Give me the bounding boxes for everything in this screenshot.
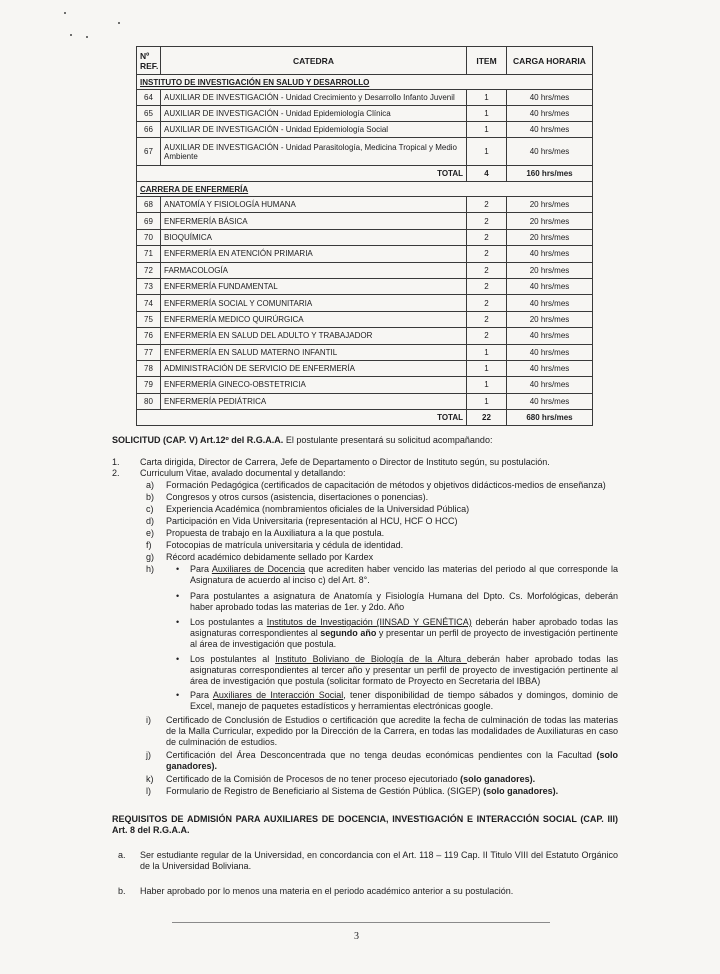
cell-item: 1 <box>467 377 507 393</box>
table-row <box>137 262 593 278</box>
table-row <box>137 360 593 376</box>
solicitud-heading-rest: El postulante presentará su solicitud acompañando: <box>283 435 493 445</box>
cell-ref: 73 <box>137 278 161 294</box>
cell-carga: 40 hrs/mes <box>507 295 593 311</box>
text-span: Los postulantes al <box>190 654 276 664</box>
cell-ref: 70 <box>137 229 161 245</box>
cell-ref: 69 <box>137 213 161 229</box>
cell-carga: 40 hrs/mes <box>507 328 593 344</box>
bullet-item <box>190 564 618 586</box>
list-letter: c) <box>146 504 154 514</box>
table-row <box>137 90 593 106</box>
list-item <box>166 750 618 772</box>
table-row <box>137 246 593 262</box>
text-span: , tener disponibilidad de tiempo sábados y domingos, dominio de Excel, manejo de paquetes estadísticos y herramientas electrónicas google. <box>190 690 618 711</box>
cell-catedra: AUXILIAR DE INVESTIGACIÓN - Unidad Parasitología, Medicina Tropical y Medio Ambiente <box>161 138 467 166</box>
table-row <box>137 278 593 294</box>
text-span: Certificación del Área Desconcentrada que no tenga deudas económicas pendientes con la Facultad <box>166 750 597 760</box>
list-item: Curriculum Vitae, avalado documental y detallando: <box>140 468 346 478</box>
cell-ref: 65 <box>137 106 161 122</box>
cell-item: 1 <box>467 393 507 409</box>
table-header-row <box>137 47 593 75</box>
list-letter: a) <box>146 480 155 490</box>
list-letter: i) <box>146 715 151 725</box>
table-row <box>137 229 593 245</box>
list-item: Ser estudiante regular de la Universidad, en concordancia con el Art. 118 – 119 Cap. II Titulo VIII del Estatuto Orgánico de la Universidad Boliviana. <box>140 850 618 871</box>
section-heading-row <box>137 182 593 197</box>
cell-carga: 40 hrs/mes <box>507 344 593 360</box>
total-label: TOTAL <box>137 410 467 426</box>
cell-ref: 75 <box>137 311 161 327</box>
list-item: Fotocopias de matrícula universitaria y cédula de identidad. <box>166 540 404 550</box>
list-letter: h) <box>146 564 155 574</box>
cell-item: 2 <box>467 262 507 278</box>
section-title-instituto: INSTITUTO DE INVESTIGACIÓN EN SALUD Y DESARROLLO <box>137 75 593 90</box>
table-row <box>137 328 593 344</box>
scan-speck <box>64 12 66 14</box>
bullet-item: Para postulantes a asignatura de Anatomía y Fisiología Humana del Dpto. Cs. Morfológicas, deberán haber aprobado todas las materias de 1er. y 2do. Año <box>190 591 618 612</box>
header-carga-horaria: CARGA HORARIA <box>507 47 593 75</box>
bullet-item <box>190 617 618 649</box>
cell-item: 1 <box>467 138 507 166</box>
cell-catedra: ANATOMÍA Y FISIOLOGÍA HUMANA <box>161 197 467 213</box>
table-row <box>137 377 593 393</box>
cell-carga: 40 hrs/mes <box>507 138 593 166</box>
requisitos-heading: REQUISITOS DE ADMISIÓN PARA AUXILIARES DE DOCENCIA, INVESTIGACIÓN E INTERACCIÓN SOCIAL (CAP. III) Art. 8 del R.G.A.A. <box>112 814 618 835</box>
cell-ref: 66 <box>137 122 161 138</box>
table-row <box>137 213 593 229</box>
bullet-icon: • <box>176 564 180 574</box>
text-span-underline: Instituto Boliviano de Biología de la Altura <box>275 654 467 664</box>
cell-carga: 20 hrs/mes <box>507 262 593 278</box>
list-letter: e) <box>146 528 155 538</box>
total-carga: 160 hrs/mes <box>507 166 593 182</box>
cell-carga: 40 hrs/mes <box>507 122 593 138</box>
cell-catedra: ADMINISTRACIÓN DE SERVICIO DE ENFERMERÍA <box>161 360 467 376</box>
list-letter: b) <box>146 492 155 502</box>
cell-carga: 20 hrs/mes <box>507 229 593 245</box>
cell-catedra: ENFERMERÍA EN ATENCIÓN PRIMARIA <box>161 246 467 262</box>
list-item <box>166 774 535 785</box>
list-item: Récord académico debidamente sellado por Kardex <box>166 552 374 562</box>
bullet-icon: • <box>176 690 180 700</box>
cargas-table <box>136 46 593 426</box>
text-span: Certificado de la Comisión de Procesos de no tener proceso ejecutoriado <box>166 774 461 784</box>
total-item: 22 <box>467 410 507 426</box>
cell-item: 2 <box>467 311 507 327</box>
text-span-underline: Auxiliares de Docencia <box>211 564 306 574</box>
cell-carga: 40 hrs/mes <box>507 377 593 393</box>
bullet-item <box>190 654 618 686</box>
table-row <box>137 344 593 360</box>
cell-catedra: AUXILIAR DE INVESTIGACIÓN - Unidad Crecimiento y Desarrollo Infanto Juvenil <box>161 90 467 106</box>
bullet-item <box>190 690 618 712</box>
table-row <box>137 106 593 122</box>
bullet-icon: • <box>176 591 180 601</box>
list-letter: f) <box>146 540 152 550</box>
cell-ref: 78 <box>137 360 161 376</box>
cell-catedra: ENFERMERÍA PEDIÁTRICA <box>161 393 467 409</box>
cell-carga: 40 hrs/mes <box>507 393 593 409</box>
total-row <box>137 166 593 182</box>
text-span-bold: segundo año <box>320 627 377 638</box>
cell-catedra: ENFERMERÍA FUNDAMENTAL <box>161 278 467 294</box>
cell-item: 2 <box>467 229 507 245</box>
table-row <box>137 122 593 138</box>
cell-item: 2 <box>467 328 507 344</box>
cell-item: 2 <box>467 295 507 311</box>
cell-ref: 76 <box>137 328 161 344</box>
cell-item: 2 <box>467 246 507 262</box>
total-item: 4 <box>467 166 507 182</box>
total-carga: 680 hrs/mes <box>507 410 593 426</box>
cell-carga: 40 hrs/mes <box>507 278 593 294</box>
cell-carga: 20 hrs/mes <box>507 197 593 213</box>
text-span: Los postulantes a <box>190 617 267 627</box>
list-item: Carta dirigida, Director de Carrera, Jefe de Departamento o Director de Instituto según, su postulación. <box>140 457 550 467</box>
bullet-icon: • <box>176 617 180 627</box>
text-span-bold: (solo ganadores). <box>460 774 536 784</box>
cell-item: 1 <box>467 344 507 360</box>
cell-ref: 77 <box>137 344 161 360</box>
text-span-underline: Auxiliares de Interacción Social <box>212 690 344 700</box>
cell-carga: 20 hrs/mes <box>507 213 593 229</box>
cell-item: 1 <box>467 122 507 138</box>
cell-catedra: BIOQUÍMICA <box>161 229 467 245</box>
header-ref: Nº REF. <box>137 47 161 75</box>
page-number: 3 <box>354 931 359 942</box>
header-catedra: CATEDRA <box>161 47 467 75</box>
cell-catedra: ENFERMERÍA SOCIAL Y COMUNITARIA <box>161 295 467 311</box>
list-item: Congresos y otros cursos (asistencia, disertaciones o ponencias). <box>166 492 429 502</box>
list-item: Propuesta de trabajo en la Auxiliatura a la que postula. <box>166 528 385 538</box>
list-letter: j) <box>146 750 151 760</box>
list-item: Participación en Vida Universitaria (representación al HCU, HCF O HCC) <box>166 516 458 526</box>
cell-ref: 80 <box>137 393 161 409</box>
scan-speck <box>86 36 88 38</box>
cell-item: 2 <box>467 213 507 229</box>
table-row <box>137 393 593 409</box>
list-item: Haber aprobado por lo menos una materia en el periodo académico anterior a su postulación. <box>140 886 514 896</box>
text-span-bold: (solo ganadores). <box>483 786 559 796</box>
text-span-bold: (solo ganadores). <box>166 750 618 771</box>
list-item: Formación Pedagógica (certificados de capacitación de métodos y objetivos didácticos-medios de enseñanza) <box>166 480 606 490</box>
text-span: Para <box>190 690 213 700</box>
cell-ref: 72 <box>137 262 161 278</box>
cell-catedra: ENFERMERÍA BÁSICA <box>161 213 467 229</box>
text-span: deberán haber aprobado todas las asignaturas correspondientes al tercer año y presentar un perfil de proyecto de investigación pertinente al área de investigación que postula (solicitar formato de Proyecto en Secretaria del IBBA) <box>190 654 618 686</box>
cell-item: 2 <box>467 278 507 294</box>
text-span-underline: Institutos de Investigación (IINSAD Y GENÉTICA) <box>266 617 472 627</box>
list-letter: k) <box>146 774 154 784</box>
cell-catedra: ENFERMERÍA EN SALUD MATERNO INFANTIL <box>161 344 467 360</box>
cell-catedra: FARMACOLOGÍA <box>161 262 467 278</box>
cell-ref: 74 <box>137 295 161 311</box>
cell-catedra: ENFERMERÍA MEDICO QUIRÚRGICA <box>161 311 467 327</box>
cell-ref: 67 <box>137 138 161 166</box>
cell-carga: 20 hrs/mes <box>507 311 593 327</box>
cell-ref: 71 <box>137 246 161 262</box>
text-span: Formulario de Registro de Beneficiario al Sistema de Gestión Pública. (SIGEP) <box>166 786 484 796</box>
solicitud-heading-bold: SOLICITUD (CAP. V) Art.12º del R.G.A.A. <box>112 435 284 445</box>
table-row <box>137 311 593 327</box>
bullet-icon: • <box>176 654 180 664</box>
list-letter: l) <box>146 786 151 796</box>
footer-divider <box>172 922 550 923</box>
cell-ref: 64 <box>137 90 161 106</box>
cell-item: 1 <box>467 360 507 376</box>
text-span: que acrediten haber vencido las materias del periodo al que corresponde la Asignatura de acuerdo al inciso c) del Art. 8°. <box>190 564 619 585</box>
list-number: 1. <box>112 457 120 467</box>
table-row <box>137 295 593 311</box>
list-letter: a. <box>118 850 126 860</box>
cell-catedra: AUXILIAR DE INVESTIGACIÓN - Unidad Epidemiología Clínica <box>161 106 467 122</box>
cell-item: 1 <box>467 106 507 122</box>
text-span: deberán haber aprobado todas las asignaturas correspondientes al <box>190 617 618 638</box>
cell-item: 1 <box>467 90 507 106</box>
text-span: Para <box>190 564 212 574</box>
list-number: 2. <box>112 468 120 478</box>
cell-catedra: AUXILIAR DE INVESTIGACIÓN - Unidad Epidemiología Social <box>161 122 467 138</box>
list-letter: g) <box>146 552 155 562</box>
header-item: ITEM <box>467 47 507 75</box>
list-letter: b. <box>118 886 126 896</box>
scan-speck <box>70 34 72 36</box>
cell-item: 2 <box>467 197 507 213</box>
cell-carga: 40 hrs/mes <box>507 90 593 106</box>
total-label: TOTAL <box>137 166 467 182</box>
cell-ref: 79 <box>137 377 161 393</box>
cell-catedra: ENFERMERÍA GINECO-OBSTETRICIA <box>161 377 467 393</box>
text-span: y presentar un perfil de proyecto de investigación pertinente al área de investigación que postula. <box>190 627 619 649</box>
list-item <box>166 786 558 797</box>
list-item: Experiencia Académica (nombramientos oficiales de la Universidad Pública) <box>166 504 470 514</box>
total-row <box>137 410 593 426</box>
section-heading-row <box>137 75 593 90</box>
cell-carga: 40 hrs/mes <box>507 106 593 122</box>
scan-speck <box>118 22 120 24</box>
section-title-enfermeria: CARRERA DE ENFERMERÍA <box>137 182 593 197</box>
table-row <box>137 138 593 166</box>
list-item: Certificado de Conclusión de Estudios o certificación que acredite la fecha de culminación de todas las materias de la Malla Curricular, expedido por la Dirección de la Carrera, en todas las modalidades de Auxiliaturas en caso de culminación de estudios. <box>166 715 618 747</box>
cell-carga: 40 hrs/mes <box>507 246 593 262</box>
solicitud-heading <box>112 435 492 446</box>
list-letter: d) <box>146 516 155 526</box>
cell-ref: 68 <box>137 197 161 213</box>
table-row <box>137 197 593 213</box>
cell-catedra: ENFERMERÍA EN SALUD DEL ADULTO Y TRABAJADOR <box>161 328 467 344</box>
cell-carga: 40 hrs/mes <box>507 360 593 376</box>
